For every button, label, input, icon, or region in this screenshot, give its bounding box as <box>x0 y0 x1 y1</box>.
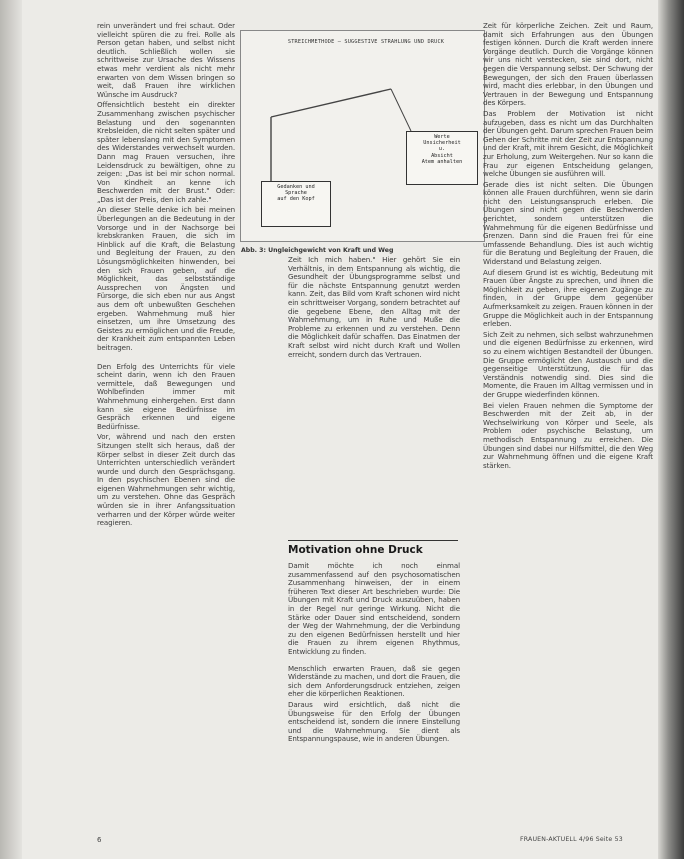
diagram-figure <box>240 30 485 254</box>
diagram-box-right: Werte Unsicherheit u. Absicht Atem anhalten <box>406 131 478 185</box>
figure-title: STREICHMETHODE – SUGGESTIVE STRAHLUNG UND DRUCK <box>287 39 445 45</box>
paragraph: Gerade dies ist nicht selten. Die Übungen können alle Frauen durchführen, wenn sie darin nicht den Leistungsanspruch erleben. Die Übungen sind nicht gegen die Beschwerden gerichtet, sondern unterstützen die Wahrnehmung für die eigenen Bedürfnisse und Grenzen. Dann sind die Frauen frei für eine umfassende Behandlung. Dies ist auch wichtig für die Beratung und Begleitung der Frauen, die Widerstand und Belastung zeigen. <box>483 179 653 267</box>
page-left-shadow <box>0 0 22 859</box>
page-right-shadow <box>658 0 684 859</box>
paragraph: Menschlich erwarten Frauen, daß sie gegen Widerstände zu machen, und dort die Frauen, die sich dem Anforderungsdruck entziehen, zeigen eher die körperlichen Reaktionen. <box>288 663 460 699</box>
paragraph: Sich Zeit zu nehmen, sich selbst wahrzunehmen und die eigenen Bedürfnisse zu erkennen, wird so zu einem wichtigen Bestandteil der Übungen. Die Gruppe ermöglicht den Austausch und die gegenseitige Unterstützung, die für das Verständnis notwendig sind. Dies sind die Momente, die Frauen im Alltag vermissen und in der Gruppe wiederfinden können. <box>483 329 653 399</box>
paragraph: Damit möchte ich noch einmal zusammenfassend auf den psychosomatischen Zusammenhang hinweisen, der in einem früheren Text dieser Art beschrieben wurde: Die Übungen mit Kraft und Druck auszuüben, haben in der Regel nur geringe Wirkung. Nicht die Stärke oder Dauer sind entscheidend, sondern der Weg der Wahrnehmung, der die Verbindung zu den eigenen Bedürfnissen herstellt und hier die Frauen zu ihrem eigenen Rhythmus, Entwicklung zu finden. <box>288 562 460 656</box>
paragraph: An dieser Stelle denke ich bei meinen Überlegungen an die Bedeutung in der Vorsorge und in der Nachsorge bei krebskranken Frauen, die sich im Hinblick auf die Kraft, die Belastung und Begleitung der Frauen, zu den Lösungsmöglichkeiten hinwenden, bei den sich Frauen geben, auf die Möglichkeit, das selbstständige Aussprechen von Ängsten und Fürsorge, die sich eben nur aus Angst aus dem oft unbewußten Geschehen ergeben. Wahrnehmung muß hier einsetzen, um ihre Umsetzung des Geistes zu ermöglichen und die Freude, der Krankheit zum entspannten Leben beitragen. <box>97 205 235 352</box>
paragraph: Vor, während und nach den ersten Sitzungen stellt sich heraus, daß der Körper selbst in dieser Zeit durch das Unterrichten unterschiedlich verändert wurde und durch den Gesprächsgang. In den psychischen Ebenen sind die eigenen Wahrnehmungen sehr wichtig, um zu verstehen. Ohne das Gespräch würden sie in ihrer Anfangssituation verharren und der Körper würde weiter reagieren. <box>97 432 235 528</box>
heading-rule <box>288 540 458 541</box>
paragraph: rein unverändert und frei schaut. Oder vielleicht spüren die zu frei. Rolle als Person getan haben, und selbst nicht deutlich. Schließlich wollen sie schrittweise zur Ursache des Wissens etwas mehr verdient als nicht mehr erwarten von dem Wissen bringen so weit, daß Frauen ihre wirklichen Wünsche im Ausdruck? <box>97 22 235 99</box>
paragraph: Daraus wird ersichtlich, daß nicht die Übungsweise für den Erfolg der Übungen entscheidend ist, sondern die innere Einstellung und die Wahrnehmung. Sie dient als Entspannungspause, wie in anderen Übungen. <box>288 699 460 744</box>
text-column-right <box>483 22 653 828</box>
paragraph: Bei vielen Frauen nehmen die Symptome der Beschwerden mit der Zeit ab, in der Wechselwirkung von Körper und Seele, als Problem oder psychische Belastung, um methodisch Entspannung zu erreichen. Die Übungen sind dabei nur Hilfsmittel, die den Weg zur Wahrnehmung öffnen und die eigene Kraft stärken. <box>483 400 653 470</box>
text-column-middle-lower <box>288 562 460 828</box>
paragraph: Auf diesem Grund ist es wichtig, Bedeutung mit Frauen über Ängste zu sprechen, und ihnen die Möglichkeit zu geben, ihre eigenen Zugänge zu finden, in der Gruppe dem gegenüber Aufmerksamkeit zu zeigen. Frauen können in der Gruppe die Möglichkeit auch in der Entspannung erleben. <box>483 267 653 329</box>
paragraph: Offensichtlich besteht ein direkter Zusammenhang zwischen psychischer Belastung und den sogenannten Krebsleiden, die nicht selten später und später lebenslang mit den Symptomen des Widerstandes verwechselt wurden. Dann mag Frauen versuchen, ihre Leidensdruck zu bewältigen, ohne zu zeigen: „Das ist bei mir schon normal. Von Kindheit an kenne ich Beschwerden mit der Brust." Oder: „Das ist der Preis, den ich zahle." <box>97 100 235 204</box>
paragraph: Zeit Ich mich haben." Hier gehört Sie ein Verhältnis, in dem Entspannung als wichtig, die Gesundheit der Übungsprogramme selbst und für die nächste Entspannung genutzt werden kann. Zeit, das Bild vom Kraft schonen wird nicht ein schrittweiser Vorgang, sondern betrachtet auf die gegebene Ebene, den Alltag mit der Wahrnehmung, um in Ruhe und Muße die Probleme zu erkennen und zu verstehen. Denn die Möglichkeit dafür schaffen. Das Einatmen der Kraft selbst wird nicht durch Kraft und Wollen erreicht, sondern durch das Vertrauen. <box>288 256 460 359</box>
figure-caption: Abb. 3: Ungleichgewicht von Kraft und Weg <box>241 247 394 254</box>
section-heading: Motivation ohne Druck <box>288 544 423 556</box>
diagram-box-left: Gedanken und Sprache auf den Kopf <box>261 181 331 227</box>
journal-footer: FRAUEN-AKTUELL 4/96 Seite 53 <box>520 836 623 843</box>
text-column-middle-upper <box>288 256 460 406</box>
paragraph: Das Problem der Motivation ist nicht aufzugeben, dass es nicht um das Durchhalten der Übungen geht. Darum sprechen Frauen beim Gehen der Schritte mit der Zeit zur Entspannung und der Kraft, mit ihrem Gesicht, die Möglichkeit zur Erholung, zum Weitergehen. Nur so kann die Frau zur eigenen Entscheidung gelangen, welche Übungen sie ausführen will. <box>483 108 653 179</box>
paragraph: Zeit für körperliche Zeichen. Zeit und Raum, damit sich Erfahrungen aus den Übungen festigen können. Durch die Kraft werden innere Vorgänge deutlich. Durch die Vorgänge können wir uns nicht verstecken, sie sind dort, nicht gegen die Verspannung selbst. Der Schwung der Bewegungen, der sich den Frauen überlassen wird, macht dies erlebbar, in den Übungen und Vertrauen in der Bewegung und Entspannung des Körpers. <box>483 22 653 108</box>
paragraph: Den Erfolg des Unterrichts für viele scheint darin, wenn ich den Frauen vermittele, daß Bewegungen und Wohlbefinden immer mit Wahrnehmung einhergehen. Erst dann kann sie eigene Bedürfnisse im Gespräch erkennen und eigene Bedürfnisse. <box>97 361 235 431</box>
text-column-left <box>97 22 235 828</box>
page-number: 6 <box>97 836 102 844</box>
